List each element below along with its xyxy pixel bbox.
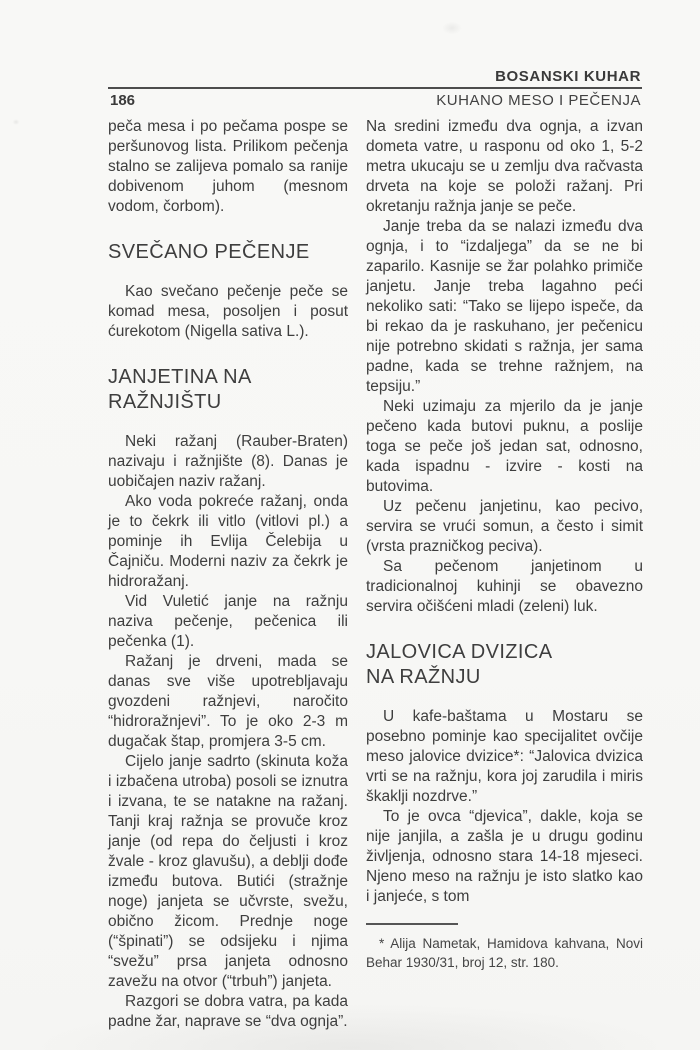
paragraph: Neki ražanj (Rauber-Braten) nazivaju i ražnjište (8). Danas je uobičajen naziv ražanj. bbox=[108, 433, 348, 490]
paragraph: To je ovca “djevica”, dakle, koja se nije janjila, a zašla je u drugu godinu življenja, odnosno stara 14-18 mjeseci. Njeno meso na ražnju je isto slatko kao i janjeće, s tom bbox=[366, 808, 643, 905]
section-heading-janjetina-na-raznjistu: JANJETINA NA RAŽNJIŠTU bbox=[108, 366, 251, 413]
page-number: 186 bbox=[110, 92, 136, 109]
paragraph: U kafe-baštama u Mostaru se posebno pominje kao specijalitet ovčije meso jalovice dvizice*: “Jalovica dvizica vrti se na ražnju, kora joj zarudila i miris škaklji nozdrve.” bbox=[366, 708, 643, 805]
footnote-text: * Alija Nametak, Hamidova kahvana, Novi Behar 1930/31, broj 12, str. 180. bbox=[366, 936, 643, 970]
paragraph: Sa pečenom janjetinom u tradicionalnoj kuhinji se obavezno servira očišćeni mladi (zeleni) luk. bbox=[366, 558, 643, 615]
heading-line: NA RAŽNJU bbox=[366, 666, 481, 688]
paragraph: Kao svečano pečenje peče se komad mesa, posoljen i posut ćurekotom (Nigella sativa L.). bbox=[108, 283, 348, 340]
section-heading-svecano-pecenje: SVEČANO PEČENJE bbox=[108, 241, 310, 263]
footnote bbox=[366, 923, 643, 972]
paragraph: Razgori se dobra vatra, pa kada padne žar, naprave se “dva ognja”. bbox=[108, 993, 348, 1030]
paragraph-continuation: peča mesa i po pečama pospe se peršunovog lista. Prilikom pečenja stalno se zalijeva pomalo sa ranije dobivenom juhom (mesnom vodom, čorbom). bbox=[108, 118, 348, 215]
header-rule bbox=[108, 87, 642, 89]
paragraph: Ražanj je drveni, mada se danas sve više upotrebljavaju gvozdeni ražnjevi, naročito “hidroražnjevi”. To je oko 2-3 m dugačak štap, promjera 3-5 cm. bbox=[108, 653, 348, 750]
paragraph: Uz pečenu janjetinu, kao pecivo, servira se vrući somun, a često i simit (vrsta prazničkog peciva). bbox=[366, 498, 643, 555]
paragraph: Janje treba da se nalazi između dva ognja, i to “izdaljega” da se ne bi zaparilo. Kasnije se žar polahko primiče janjetu. Janje treba lagahno peći nekoliko sati: “Tako se lijepo ispeče, da bi rekao da je raskuhano, jer pečenicu nije potrebno skidati s ražnja, jer sama padne, kada se trehne ražnjem, na tepsiju.” bbox=[366, 218, 643, 395]
paragraph: Ako voda pokreće ražanj, onda je to čekrk ili vitlo (vitlovi pl.) a pominje ih Evlija Čelebija u Čajniču. Moderni naziv za čekrk je hidroražanj. bbox=[108, 493, 348, 590]
heading-line: JALOVICA DVIZICA bbox=[366, 641, 553, 663]
left-column bbox=[108, 117, 348, 1032]
paragraph: Vid Vuletić janje na ražnju naziva pečenje, pečenica ili pečenka (1). bbox=[108, 593, 348, 650]
chapter-title: KUHANO MESO I PEČENJA bbox=[436, 92, 641, 109]
right-column bbox=[366, 117, 643, 972]
paragraph: Na sredini između dva ognja, a izvan dometa vatre, u rasponu od oko 1, 5-2 metra ukucaju se u zemlju dva račvasta drveta na koje se položi ražanj. Pri okretanju ražnja janje se peče. bbox=[366, 118, 643, 215]
book-title: BOSANSKI KUHAR bbox=[495, 68, 641, 85]
paragraph: Neki uzimaju za mjerilo da je janje pečeno kada butovi puknu, a poslije toga se peče još jedan sat, odnosno, kada ispadnu - izvire - kosti na butovima. bbox=[366, 398, 643, 495]
section-heading-jalovica-dvizica bbox=[366, 640, 643, 690]
footnote-rule bbox=[366, 923, 458, 925]
paragraph: Cijelo janje sadrto (skinuta koža i izbačena utroba) posoli se iznutra i izvana, te se natakne na ražanj. Tanji kraj ražnja se provuče kroz janje (od repa do čeljusti i kroz žvale - kroz glavušu), a deblji dođe između butova. Butići (stražnje noge) janjeta se učvrste, svežu, obično žicom. Prednje noge (“špinati”) se odsijeku i njima “svežu” prsa janjeta odnosno zavežu na otvor (“trbuh”) janjeta. bbox=[108, 753, 348, 990]
